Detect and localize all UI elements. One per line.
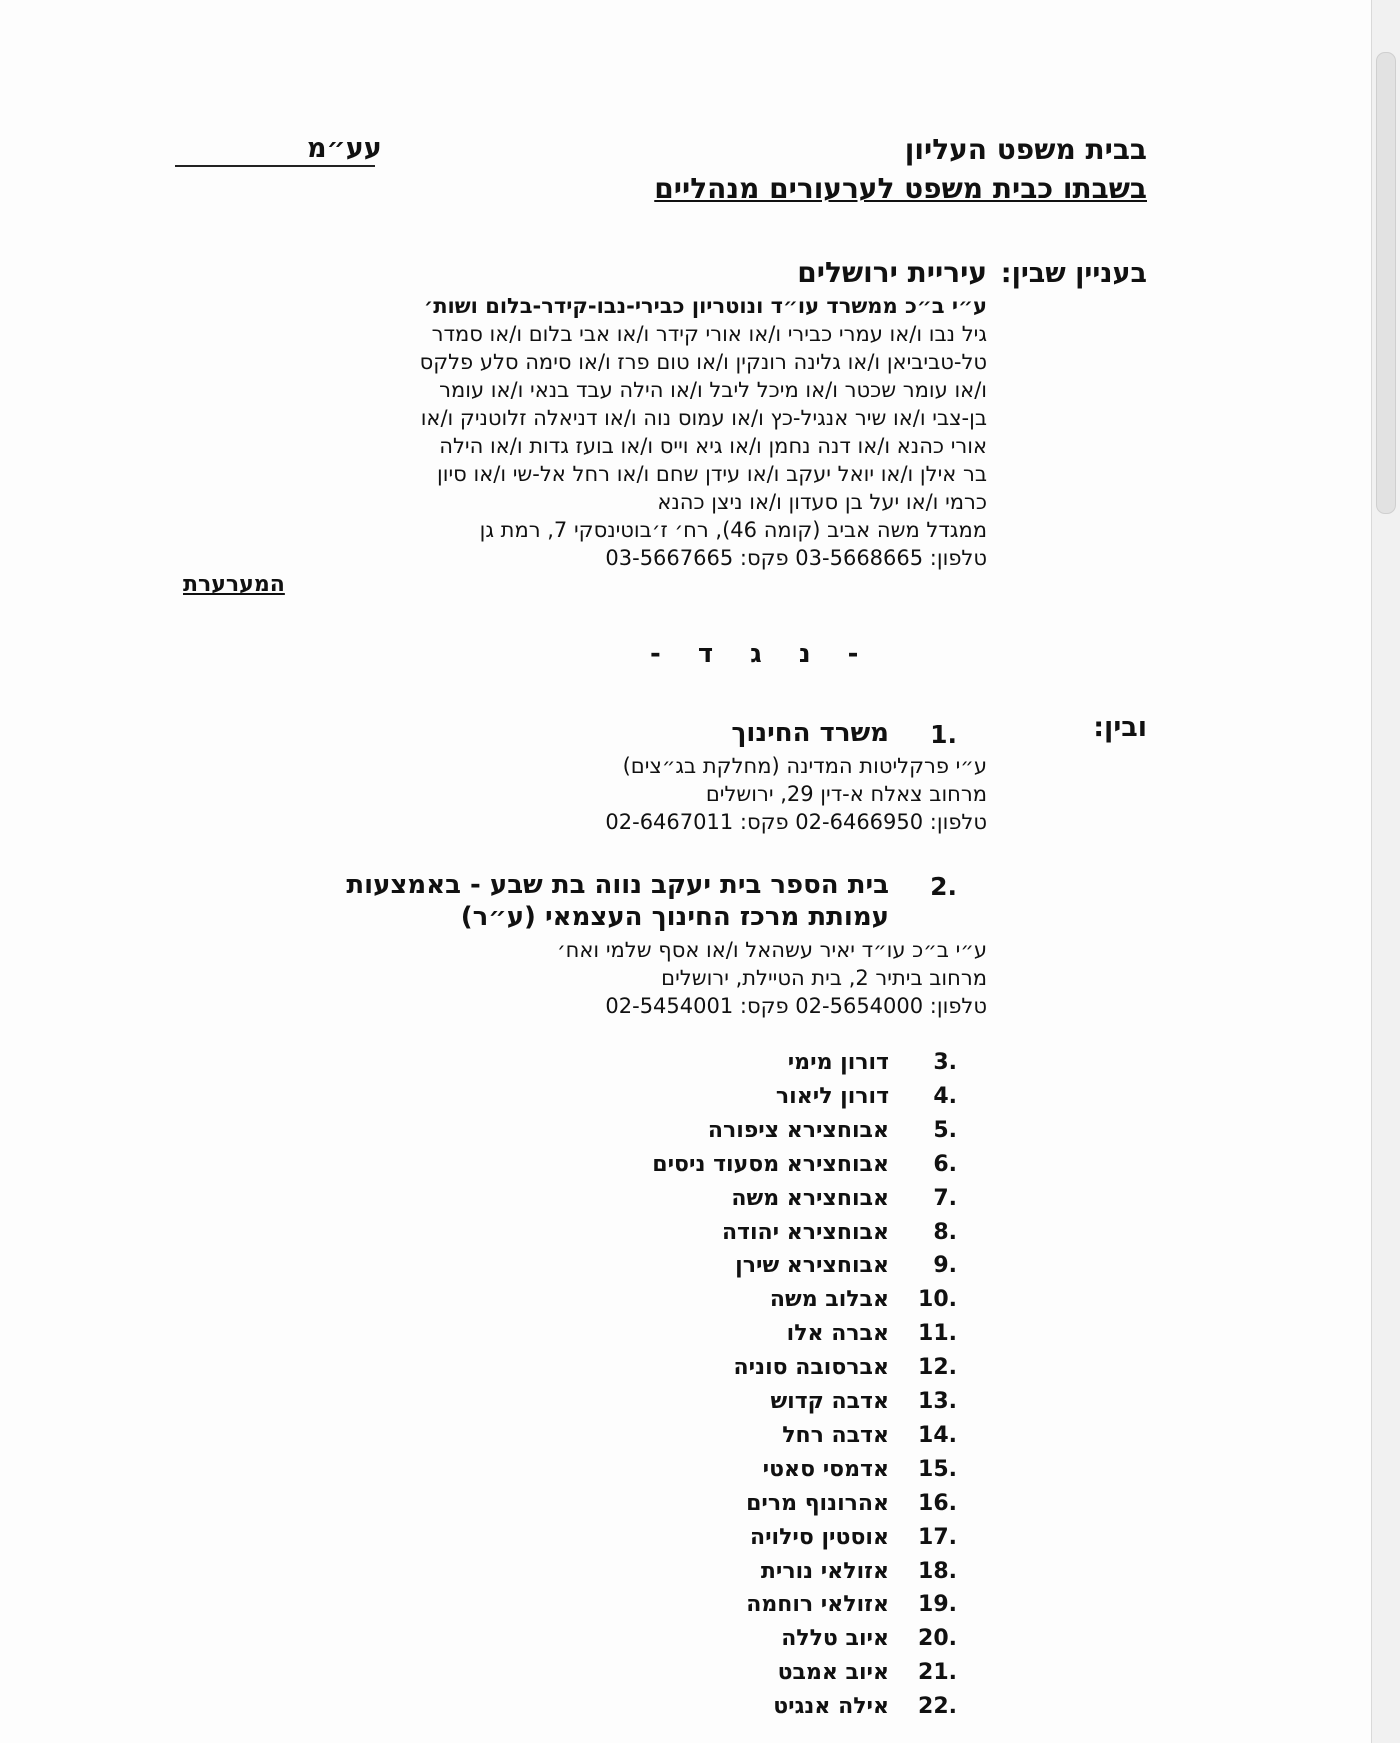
respondent-list-name: אבוחצירא מסעוד ניסים [652, 1152, 889, 1177]
respondent-list-number: 17. [918, 1525, 957, 1550]
respondents-section-label: ובין: [1093, 712, 1147, 743]
scrollbar-thumb[interactable] [1376, 52, 1396, 514]
respondent-list-number: 10. [918, 1287, 957, 1312]
respondent-list-name: אברסובה סוניה [733, 1355, 889, 1380]
respondent-list-number: 19. [918, 1592, 957, 1617]
respondent-phone: טלפון: 02-5654000 פקס: 02-5454001 [605, 994, 987, 1018]
respondent-list-name: אברה אלו [786, 1321, 889, 1346]
respondent-name: עמותת מרכז החינוך העצמאי (ע״ר) [460, 902, 889, 932]
respondent-list-name: איוב טללה [781, 1626, 889, 1651]
appellant-role: המערערת [183, 572, 285, 597]
respondent-list-number: 14. [918, 1423, 957, 1448]
respondent-list-number: 22. [918, 1694, 957, 1719]
respondent-list-number: 12. [918, 1355, 957, 1380]
respondent-list-name: אזולאי נורית [760, 1559, 889, 1584]
court-subtitle: בשבתו כבית משפט לערעורים מנהליים [654, 172, 1147, 205]
respondent-list-name: אזולאי רוחמה [746, 1592, 889, 1617]
case-number-label: עע״מ [307, 133, 382, 164]
respondent-list-name: אבלוב משה [769, 1287, 889, 1312]
appellant-line: טל-טביביאן ו/או גלינה רונקין ו/או טום פרז ו/או סימה סלע פלקס [419, 350, 987, 374]
appellant-section-label: בעניין שבין: [1000, 258, 1147, 289]
appellant-line: ו/או עומר שכטר ו/או מיכל ליבל ו/או הילה עבד בנאי ו/או עומר [439, 378, 987, 402]
respondent-address: מרחוב צאלח א-דין 29, ירושלים [705, 782, 987, 806]
respondent-line: ע״י פרקליטות המדינה (מחלקת בג״צים) [622, 754, 987, 778]
respondent-number: 2. [930, 872, 957, 901]
respondent-list-name: אבוחצירא יהודה [721, 1220, 889, 1245]
respondent-list-name: אילה אנגיט [773, 1694, 889, 1719]
case-number-blank-line [175, 165, 375, 167]
respondent-list-number: 11. [918, 1321, 957, 1346]
respondent-name: משרד החינוך [731, 718, 889, 748]
court-name: בבית משפט העליון [904, 133, 1147, 166]
respondent-list-name: איוב אמבט [777, 1660, 889, 1685]
versus-divider: - נ ג ד - [650, 639, 873, 669]
respondent-list-number: 8. [933, 1220, 957, 1245]
respondent-list-number: 18. [918, 1559, 957, 1584]
respondent-list-name: דורון ליאור [775, 1084, 889, 1109]
respondent-list-name: אדבה קדוש [770, 1389, 889, 1414]
appellant-line: בר אילן ו/או יואל יעקב ו/או עידן שחם ו/או רחל אל-שי ו/או סיון [437, 462, 987, 486]
appellant-line: ע״י ב״כ ממשרד עו״ד ונוטריון כבירי-נבו-קידר-בלום ושות׳ [423, 294, 987, 318]
respondent-list-number: 9. [933, 1253, 957, 1278]
appellant-line: גיל נבו ו/או עמרי כבירי ו/או אורי קידר ו/או אבי בלום ו/או סמדר [431, 322, 987, 346]
respondent-list-number: 15. [918, 1457, 957, 1482]
respondent-list-name: אוסטין סילויה [749, 1525, 889, 1550]
respondent-list-number: 7. [933, 1186, 957, 1211]
appellant-address: ממגדל משה אביב (קומה 46), רח׳ ז׳בוטינסקי 7, רמת גן [479, 518, 987, 542]
respondent-list-name: אדמסי סאטי [762, 1457, 889, 1482]
respondent-list-number: 4. [933, 1084, 957, 1109]
appellant-line: כרמי ו/או יעל בן סעדון ו/או ניצן כהנא [657, 490, 987, 514]
appellant-name: עיריית ירושלים [797, 256, 987, 289]
respondent-list-number: 6. [933, 1152, 957, 1177]
respondent-list-number: 21. [918, 1660, 957, 1685]
respondent-name: בית הספר בית יעקב נווה בת שבע - באמצעות [346, 870, 889, 900]
appellant-line: אורי כהנא ו/או דנה נחמן ו/או גיא וייס ו/או בועז גדות ו/או הילה [439, 434, 987, 458]
respondent-list-name: אבוחצירא שירן [735, 1253, 889, 1278]
respondent-number: 1. [930, 720, 957, 749]
respondent-list-name: אדבה רחל [782, 1423, 889, 1448]
respondent-list-number: 16. [918, 1491, 957, 1516]
appellant-line: בן-צבי ו/או שיר אנגיל-כץ ו/או עמוס נוה ו/או דניאלה זלוטניק ו/או [420, 406, 987, 430]
respondent-list-name: דורון מימי [787, 1050, 889, 1075]
respondent-phone: טלפון: 02-6466950 פקס: 02-6467011 [605, 810, 987, 834]
respondent-list-number: 3. [933, 1050, 957, 1075]
respondent-list-number: 13. [918, 1389, 957, 1414]
respondent-list-name: אהרונוף מרים [746, 1491, 889, 1516]
vertical-scrollbar[interactable] [1371, 0, 1400, 1743]
respondent-list-name: אבוחצירא ציפורה [707, 1118, 889, 1143]
respondent-list-number: 20. [918, 1626, 957, 1651]
appellant-phone: טלפון: 03-5668665 פקס: 03-5667665 [605, 546, 987, 570]
respondent-list-number: 5. [933, 1118, 957, 1143]
respondent-address: מרחוב ביתיר 2, בית הטיילת, ירושלים [661, 966, 987, 990]
respondent-line: ע״י ב״כ עו״ד יאיר עשהאל ו/או אסף שלמי ואח׳ [556, 938, 987, 962]
respondent-list-name: אבוחצירא משה [731, 1186, 889, 1211]
